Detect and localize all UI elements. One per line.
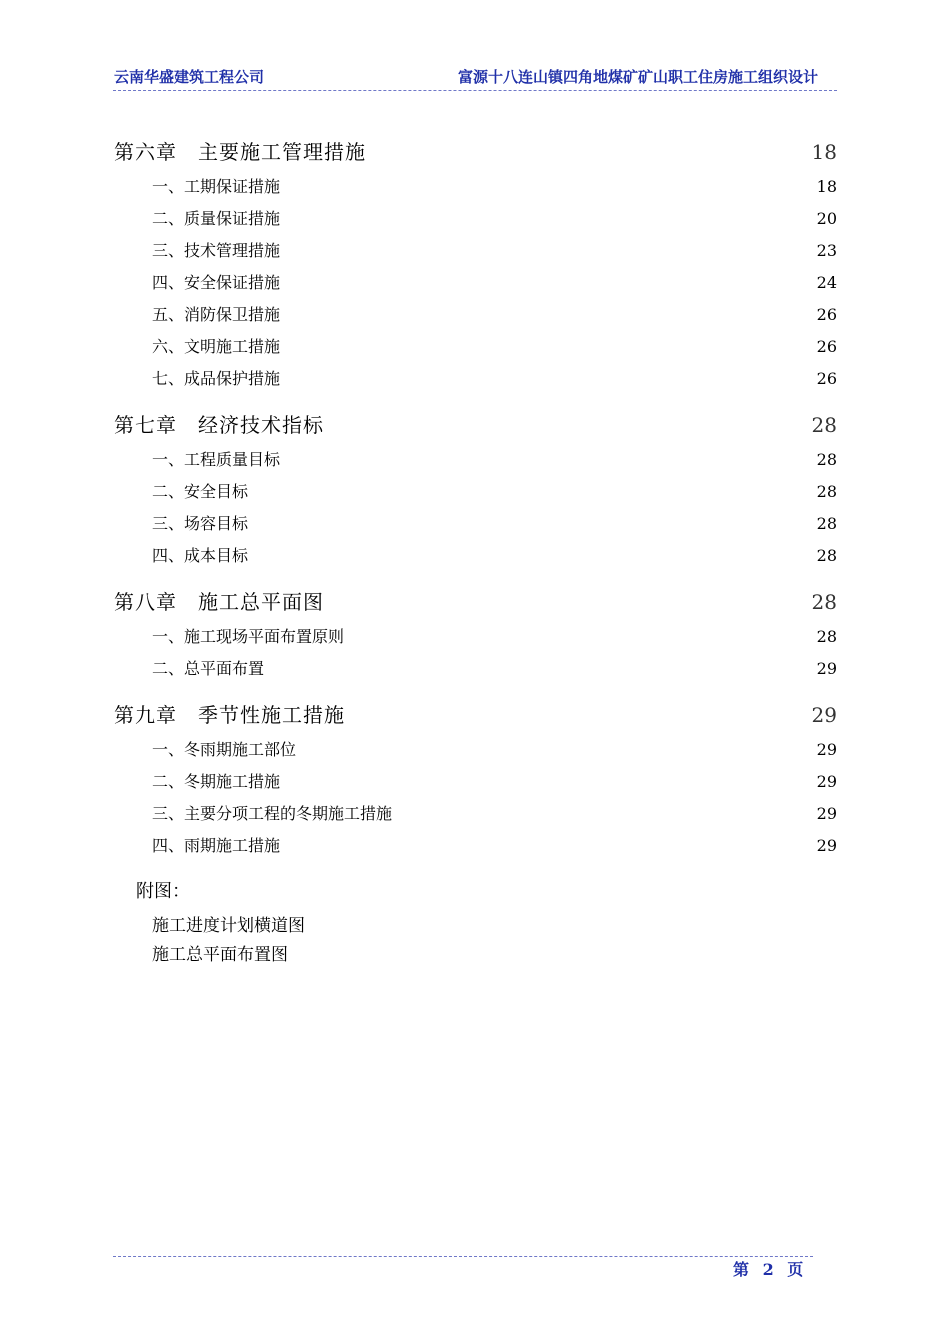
toc-section[interactable] [152,801,837,824]
toc-page-number: 29 [816,659,837,678]
toc-section-label: 七、成品保护措施 [152,369,281,388]
toc-page-number: 28 [811,590,837,614]
toc-section[interactable] [152,833,837,856]
toc-leader-dots [347,721,810,722]
toc-section-label: 一、工程质量目标 [152,450,281,469]
toc-chapter[interactable] [114,136,837,165]
appendix-item: 施工总平面布置图 [152,945,288,965]
toc-chapter[interactable] [114,586,837,615]
toc-chapter-label: 第七章 经济技术指标 [114,413,324,437]
header-divider [113,90,837,91]
toc-section[interactable] [152,206,837,229]
toc-section[interactable] [152,737,837,760]
footer-divider [113,1256,813,1257]
toc-page-number: 26 [816,369,837,388]
toc-leader-dots [282,464,815,465]
toc-section[interactable] [152,238,837,261]
toc-section-label: 二、总平面布置 [152,659,265,678]
toc-page-number: 23 [816,241,837,260]
toc-page-number: 28 [816,546,837,565]
toc-section[interactable] [152,302,837,325]
toc-leader-dots [266,673,815,674]
toc-section-label: 三、技术管理措施 [152,241,281,260]
toc-section-label: 三、场容目标 [152,514,249,533]
footer-page-number: 第 2 页 [733,1260,804,1279]
toc-section-label: 三、主要分项工程的冬期施工措施 [152,804,393,823]
toc-section-label: 二、安全目标 [152,482,249,501]
toc-page-number: 29 [816,772,837,791]
toc-page-number: 29 [811,703,837,727]
toc-page-number: 28 [816,482,837,501]
toc-page-number: 29 [816,836,837,855]
toc-chapter-label: 第九章 季节性施工措施 [114,703,345,727]
toc-page-number: 29 [816,740,837,759]
toc-page-number: 28 [816,514,837,533]
header-document-title: 富源十八连山镇四角地煤矿矿山职工住房施工组织设计 [457,68,818,86]
toc-section-label: 一、冬雨期施工部位 [152,740,297,759]
toc-page-number: 24 [816,273,837,292]
toc-section-label: 四、雨期施工措施 [152,836,281,855]
toc-section-label: 五、消防保卫措施 [152,305,281,324]
toc-section[interactable] [152,270,837,293]
toc-leader-dots [282,255,815,256]
toc-leader-dots [298,754,815,755]
toc-leader-dots [282,383,815,384]
toc-page-number: 26 [816,305,837,324]
toc-chapter-label: 第八章 施工总平面图 [114,590,324,614]
toc-section[interactable] [152,174,837,197]
toc-section-label: 一、施工现场平面布置原则 [152,627,345,646]
toc-leader-dots [282,351,815,352]
toc-section[interactable] [152,511,837,534]
toc-chapter[interactable] [114,409,837,438]
toc-section[interactable] [152,656,837,679]
toc-leader-dots [346,641,815,642]
toc-leader-dots [326,608,810,609]
toc-section[interactable] [152,447,837,470]
toc-page-number: 28 [811,413,837,437]
toc-leader-dots [282,786,815,787]
toc-section[interactable] [152,366,837,389]
toc-leader-dots [250,496,815,497]
toc-section[interactable] [152,543,837,566]
toc-page-number: 18 [811,140,837,164]
toc-leader-dots [282,287,815,288]
toc-leader-dots [250,528,815,529]
toc-page-number: 18 [816,177,837,196]
toc-chapter[interactable] [114,699,837,728]
toc-section[interactable] [152,624,837,647]
appendix-title: 附图： [136,881,190,902]
toc-leader-dots [250,560,815,561]
toc-section-label: 一、工期保证措施 [152,177,281,196]
toc-section-label: 二、质量保证措施 [152,209,281,228]
toc-leader-dots [282,850,815,851]
toc-leader-dots [282,191,815,192]
toc-section-label: 六、文明施工措施 [152,337,281,356]
header-company: 云南华盛建筑工程公司 [114,68,265,86]
toc-section-label: 四、成本目标 [152,546,249,565]
appendix-item: 施工进度计划横道图 [152,916,305,936]
toc-section-label: 四、安全保证措施 [152,273,281,292]
toc-section-label: 二、冬期施工措施 [152,772,281,791]
toc-section[interactable] [152,769,837,792]
toc-page-number: 20 [816,209,837,228]
toc-section[interactable] [152,334,837,357]
toc-leader-dots [368,158,810,159]
toc-page-number: 26 [816,337,837,356]
toc-section[interactable] [152,479,837,502]
toc-leader-dots [394,818,815,819]
toc-page-number: 29 [816,804,837,823]
toc-leader-dots [326,431,810,432]
toc-page-number: 28 [816,627,837,646]
toc-leader-dots [282,319,815,320]
toc-chapter-label: 第六章 主要施工管理措施 [114,140,366,164]
toc-page-number: 28 [816,450,837,469]
toc-leader-dots [282,223,815,224]
